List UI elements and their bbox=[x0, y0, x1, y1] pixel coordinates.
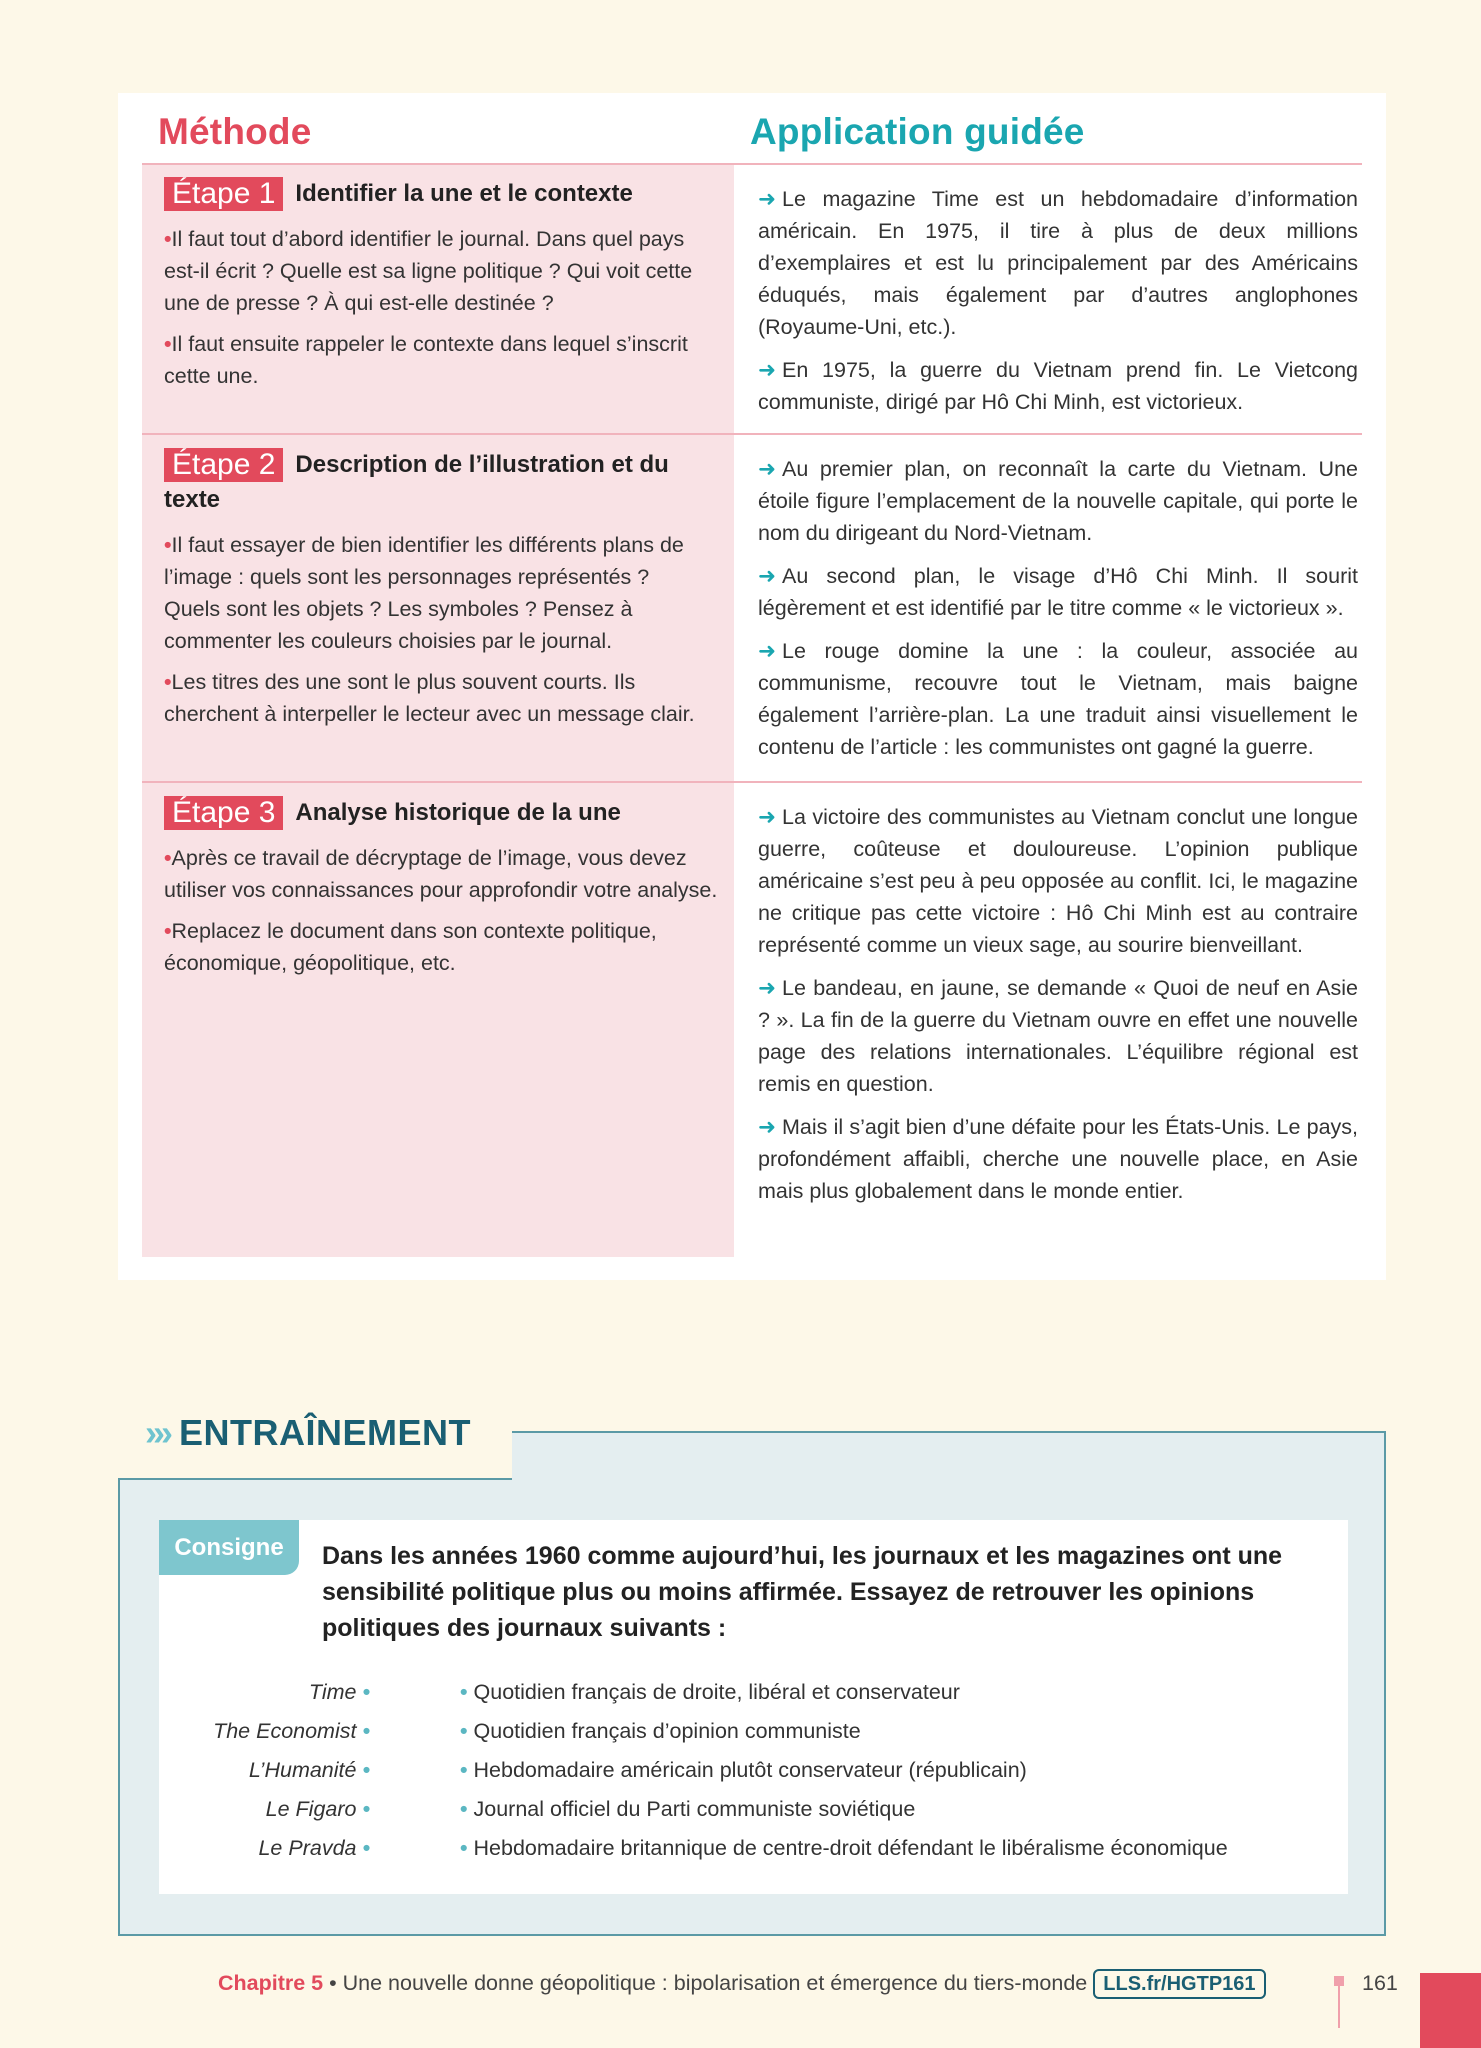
list-item: Le Figaro • bbox=[265, 1797, 370, 1821]
application-2 bbox=[758, 453, 1358, 774]
list-item: • Hebdomadaire américain plutôt conservateur (républicain) bbox=[460, 1758, 1027, 1782]
list-item: • Quotidien français de droite, libéral et conservateur bbox=[460, 1680, 960, 1704]
step-2 bbox=[164, 447, 704, 730]
step-title: Description de l’illustration et du texte bbox=[164, 451, 669, 513]
method-bullet: •Les titres des une sont le plus souvent courts. Ils cherchent à interpeller le lecteur avec un message clair. bbox=[164, 670, 695, 726]
chapter-title: Une nouvelle donne géopolitique : bipolarisation et émergence du tiers-monde bbox=[342, 1971, 1088, 1995]
application-heading: Application guidée bbox=[750, 111, 1085, 152]
chapter-label: Chapitre 5 bbox=[218, 1971, 324, 1995]
method-bullet: •Replacez le document dans son contexte politique, économique, géopolitique, etc. bbox=[164, 919, 657, 975]
list-item: • Hebdomadaire britannique de centre-droit défendant le libéralisme économique bbox=[460, 1836, 1228, 1860]
list-item: • Journal officiel du Parti communiste soviétique bbox=[460, 1797, 916, 1821]
application-paragraph: ➜ Le magazine Time est un hebdomadaire d’information américain. En 1975, il tire à plus de deux millions d’exemplaires et est lu principalement par des Américains éduqués, mais également par d’autres anglophones (Royaume-Uni, etc.). bbox=[758, 187, 1358, 339]
method-bullet: •Il faut tout d’abord identifier le journal. Dans quel pays est-il écrit ? Quelle est sa ligne politique ? Qui voit cette une de presse ? À qui est-elle destinée ? bbox=[164, 227, 693, 315]
arrow-right-icon: ➜ bbox=[758, 358, 777, 382]
list-item: L’Humanité • bbox=[248, 1758, 370, 1782]
application-3 bbox=[758, 801, 1358, 1218]
footer-marker-line bbox=[1338, 1986, 1340, 2028]
divider bbox=[142, 163, 1362, 165]
divider bbox=[142, 781, 1362, 783]
chevrons-icon: ››› bbox=[145, 1412, 169, 1453]
step-badge: Étape 1 bbox=[164, 177, 283, 211]
page-corner-tab bbox=[1420, 1973, 1481, 2048]
arrow-right-icon: ➜ bbox=[758, 564, 777, 588]
method-bullet: •Après ce travail de décryptage de l’image, vous devez utiliser vos connaissances pour approfondir votre analyse. bbox=[164, 846, 718, 902]
list-item: Time • bbox=[308, 1680, 370, 1704]
page-number: 161 bbox=[1362, 1971, 1398, 1995]
application-paragraph: ➜ Mais il s’agit bien d’une défaite pour les États-Unis. Le pays, profondément affaibli, cherche une nouvelle place, en Asie mais plus globalement dans le monde entier. bbox=[758, 1115, 1358, 1203]
footer-marker bbox=[1334, 1976, 1344, 1986]
step-badge: Étape 3 bbox=[164, 796, 283, 830]
training-tab bbox=[512, 1431, 1386, 1480]
consigne-text: Dans les années 1960 comme aujourd’hui, les journaux et les magazines ont une sensibilité politique plus ou moins affirmée. Essayez de retrouver les opinions politiques des journaux suivants : bbox=[322, 1542, 1283, 1642]
description-list bbox=[460, 1673, 1340, 1868]
application-paragraph: ➜ Le rouge domine la une : la couleur, associée au communisme, recouvre tout le Vietnam, mais baigne également l’arrière-plan. La une traduit ainsi visuellement le contenu de l’article : les communistes ont gagné la guerre. bbox=[758, 639, 1358, 759]
consigne-label: Consigne bbox=[159, 1520, 299, 1575]
step-3 bbox=[164, 795, 724, 979]
lls-link[interactable]: LLS.fr/HGTP161 bbox=[1093, 1969, 1265, 1999]
arrow-right-icon: ➜ bbox=[758, 187, 777, 211]
application-1 bbox=[758, 183, 1358, 429]
method-bullet: •Il faut ensuite rappeler le contexte dans lequel s’inscrit cette une. bbox=[164, 332, 688, 388]
arrow-right-icon: ➜ bbox=[758, 639, 777, 663]
footer: Chapitre 5 • Une nouvelle donne géopolitique : bipolarisation et émergence du tiers-monde LLS.fr/HGTP161 bbox=[218, 1968, 1266, 1999]
step-title: Identifier la une et le contexte bbox=[295, 180, 633, 207]
arrow-right-icon: ➜ bbox=[758, 1115, 777, 1139]
arrow-right-icon: ➜ bbox=[758, 805, 777, 829]
arrow-right-icon: ➜ bbox=[758, 976, 777, 1000]
application-paragraph: ➜ En 1975, la guerre du Vietnam prend fin. Le Vietcong communiste, dirigé par Hô Chi Minh, est victorieux. bbox=[758, 358, 1358, 414]
application-paragraph: ➜ Au second plan, le visage d’Hô Chi Minh. Il sourit légèrement et est identifié par le titre comme « le victorieux ». bbox=[758, 564, 1358, 620]
step-badge: Étape 2 bbox=[164, 448, 283, 482]
method-heading: Méthode bbox=[158, 111, 312, 152]
arrow-right-icon: ➜ bbox=[758, 457, 777, 481]
application-paragraph: ➜ Au premier plan, on reconnaît la carte du Vietnam. Une étoile figure l’emplacement de la nouvelle capitale, qui porte le nom du dirigeant du Nord-Vietnam. bbox=[758, 457, 1358, 545]
step-title: Analyse historique de la une bbox=[295, 799, 621, 826]
method-bullet: •Il faut essayer de bien identifier les différents plans de l’image : quels sont les personnages représentés ? Quels sont les objets ? Les symboles ? Pensez à commenter les couleurs choisies par le journal. bbox=[164, 533, 684, 653]
list-item: • Quotidien français d’opinion communiste bbox=[460, 1719, 861, 1743]
method-card bbox=[118, 93, 1386, 1280]
application-paragraph: ➜ La victoire des communistes au Vietnam conclut une longue guerre, coûteuse et douloureuse. L’opinion publique américaine s’est peu à peu opposée au conflit. Ici, le magazine ne critique pas cette victoire : Hô Chi Minh est au contraire représenté comme un vieux sage, au sourire bienveillant. bbox=[758, 805, 1358, 957]
divider bbox=[142, 433, 1362, 435]
application-paragraph: ➜ Le bandeau, en jaune, se demande « Quoi de neuf en Asie ? ». La fin de la guerre du Vietnam ouvre en effet une nouvelle page des relations internationales. L’équilibre régional est remis en question. bbox=[758, 976, 1358, 1096]
list-item: Le Pravda • bbox=[258, 1836, 370, 1860]
list-item: The Economist • bbox=[213, 1719, 370, 1743]
step-1 bbox=[164, 176, 724, 392]
training-heading: ››› ENTRAÎNEMENT bbox=[145, 1412, 471, 1453]
newspaper-list bbox=[170, 1673, 370, 1868]
